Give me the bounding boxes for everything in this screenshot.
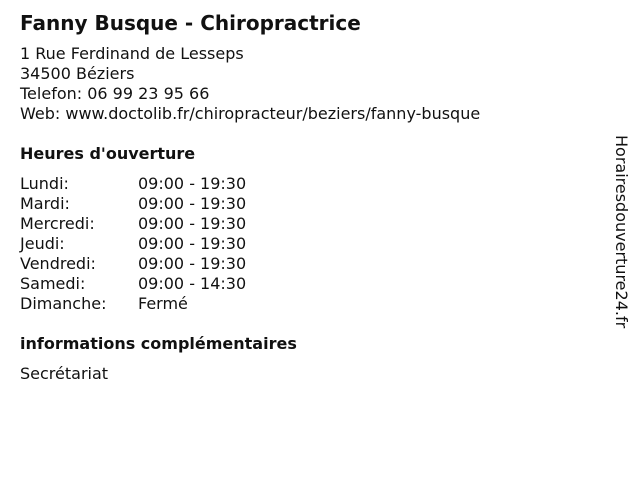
hours-value: 09:00 - 19:30 bbox=[138, 254, 247, 273]
day-label: Jeudi: bbox=[20, 234, 65, 253]
opening-hours-table bbox=[20, 174, 246, 314]
hours-value: Fermé bbox=[138, 294, 188, 313]
site-watermark: Horairesdouverture24.fr bbox=[612, 135, 631, 329]
phone-number: Telefon: 06 99 23 95 66 bbox=[20, 84, 210, 103]
hours-row-monday bbox=[20, 174, 246, 194]
hours-row-sunday bbox=[20, 294, 246, 314]
hours-value: 09:00 - 19:30 bbox=[138, 214, 247, 233]
day-label: Mercredi: bbox=[20, 214, 95, 233]
hours-row-thursday bbox=[20, 234, 246, 254]
day-label: Samedi: bbox=[20, 274, 86, 293]
additional-info-text: Secrétariat bbox=[20, 364, 109, 383]
day-label: Dimanche: bbox=[20, 294, 107, 313]
day-label: Vendredi: bbox=[20, 254, 96, 273]
additional-info-heading: informations complémentaires bbox=[20, 334, 297, 353]
opening-hours-heading: Heures d'ouverture bbox=[20, 144, 196, 163]
address-street: 1 Rue Ferdinand de Lesseps bbox=[20, 44, 244, 63]
hours-value: 09:00 - 14:30 bbox=[138, 274, 247, 293]
hours-row-friday bbox=[20, 254, 246, 274]
website-url: Web: www.doctolib.fr/chiropracteur/beziers/fanny-busque bbox=[20, 104, 481, 123]
hours-value: 09:00 - 19:30 bbox=[138, 234, 247, 253]
hours-row-saturday bbox=[20, 274, 246, 294]
day-label: Mardi: bbox=[20, 194, 70, 213]
address-city: 34500 Béziers bbox=[20, 64, 135, 83]
business-title: Fanny Busque - Chiropractrice bbox=[20, 11, 361, 35]
hours-row-tuesday bbox=[20, 194, 246, 214]
day-label: Lundi: bbox=[20, 174, 69, 193]
hours-value: 09:00 - 19:30 bbox=[138, 194, 247, 213]
business-contact bbox=[20, 44, 480, 124]
hours-row-wednesday bbox=[20, 214, 246, 234]
hours-value: 09:00 - 19:30 bbox=[138, 174, 247, 193]
